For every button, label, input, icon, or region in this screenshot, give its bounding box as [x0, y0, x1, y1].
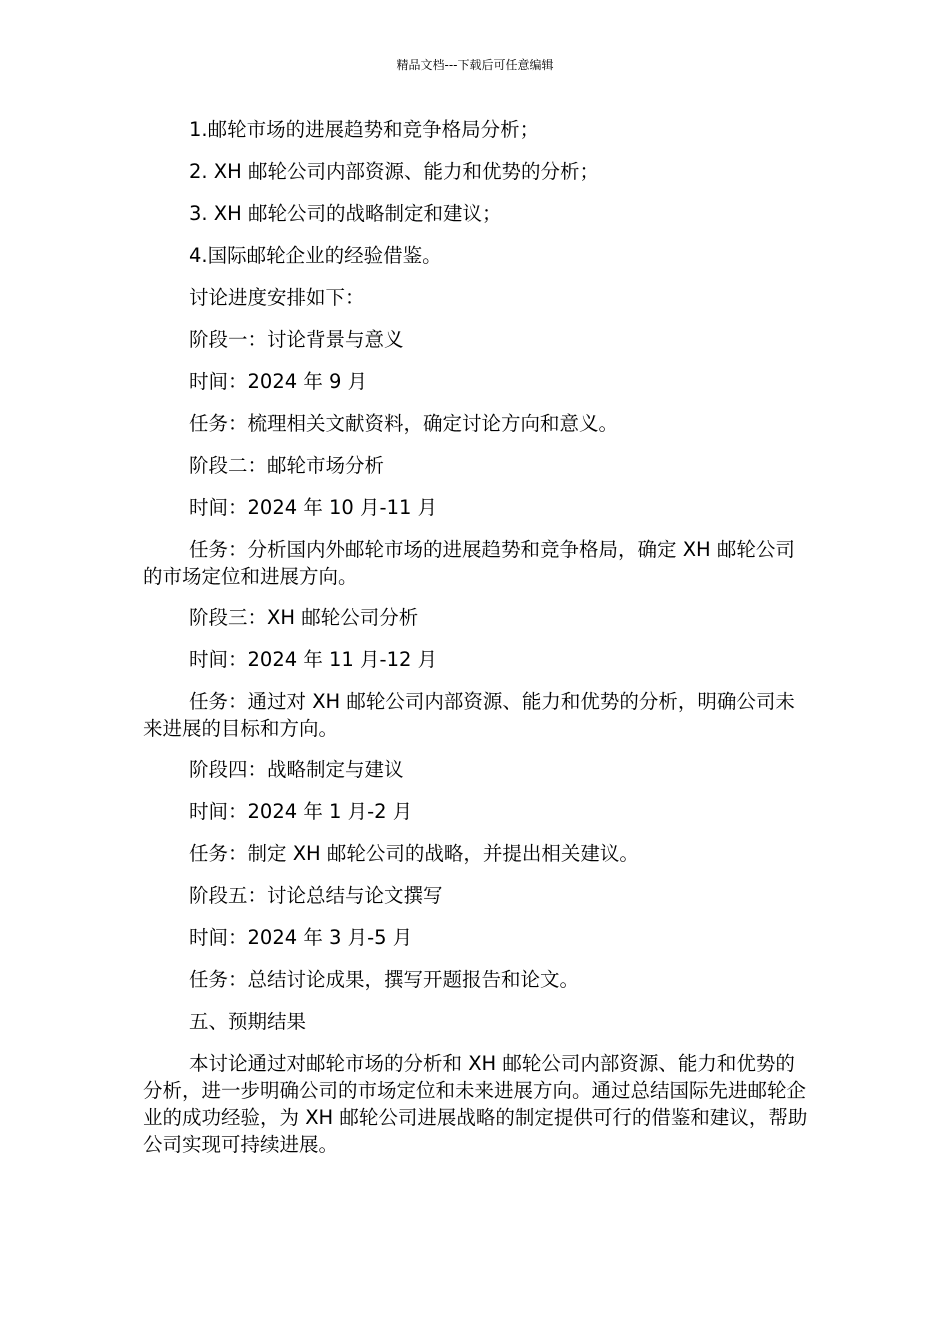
stage-2-time: 时间：2024 年 10 月-11 月 [189, 496, 438, 519]
schedule-intro: 讨论进度安排如下： [189, 286, 365, 309]
research-item-1: 1.邮轮市场的进展趋势和竞争格局分析； [189, 118, 540, 141]
stage-3-task: 任务：通过对 XH 邮轮公司内部资源、能力和优势的分析，明确公司未来进展的目标和方向。 [143, 690, 795, 740]
stage-1-time: 时间：2024 年 9 月 [189, 370, 368, 393]
research-item-4: 4.国际邮轮企业的经验借鉴。 [189, 244, 442, 267]
stage-2-task: 任务：分析国内外邮轮市场的进展趋势和竞争格局，确定 XH 邮轮公司的市场定位和进展方向。 [143, 538, 795, 588]
research-item-2: 2. XH 邮轮公司内部资源、能力和优势的分析； [189, 160, 600, 183]
stage-3-time: 时间：2024 年 11 月-12 月 [189, 648, 438, 671]
stage-4-task: 任务：制定 XH 邮轮公司的战略，并提出相关建议。 [189, 842, 639, 865]
stage-5-task: 任务：总结讨论成果，撰写开题报告和论文。 [189, 968, 580, 991]
section-expected-results-heading: 五、预期结果 [189, 1010, 307, 1033]
stage-2-title: 阶段二：邮轮市场分析 [189, 454, 385, 477]
expected-results-body: 本讨论通过对邮轮市场的分析和 XH 邮轮公司内部资源、能力和优势的分析，进一步明确公司的市场定位和未来进展方向。通过总结国际先进邮轮企业的成功经验，为 XH 邮轮公司进展战略的制定提供可行的借鉴和建议，帮助公司实现可持续进展。 [143, 1052, 808, 1156]
stage-5-time: 时间：2024 年 3 月-5 月 [189, 926, 413, 949]
research-item-3: 3. XH 邮轮公司的战略制定和建议； [189, 202, 502, 225]
stage-5-title: 阶段五：讨论总结与论文撰写 [189, 884, 443, 907]
stage-4-title: 阶段四：战略制定与建议 [189, 758, 404, 781]
document-body [143, 116, 808, 1172]
stage-1-title: 阶段一：讨论背景与意义 [189, 328, 404, 351]
stage-1-task: 任务：梳理相关文献资料，确定讨论方向和意义。 [189, 412, 619, 435]
stage-3-title: 阶段三：XH 邮轮公司分析 [189, 606, 419, 629]
page-header: 精品文档---下载后可任意编辑 [396, 58, 554, 72]
stage-4-time: 时间：2024 年 1 月-2 月 [189, 800, 413, 823]
